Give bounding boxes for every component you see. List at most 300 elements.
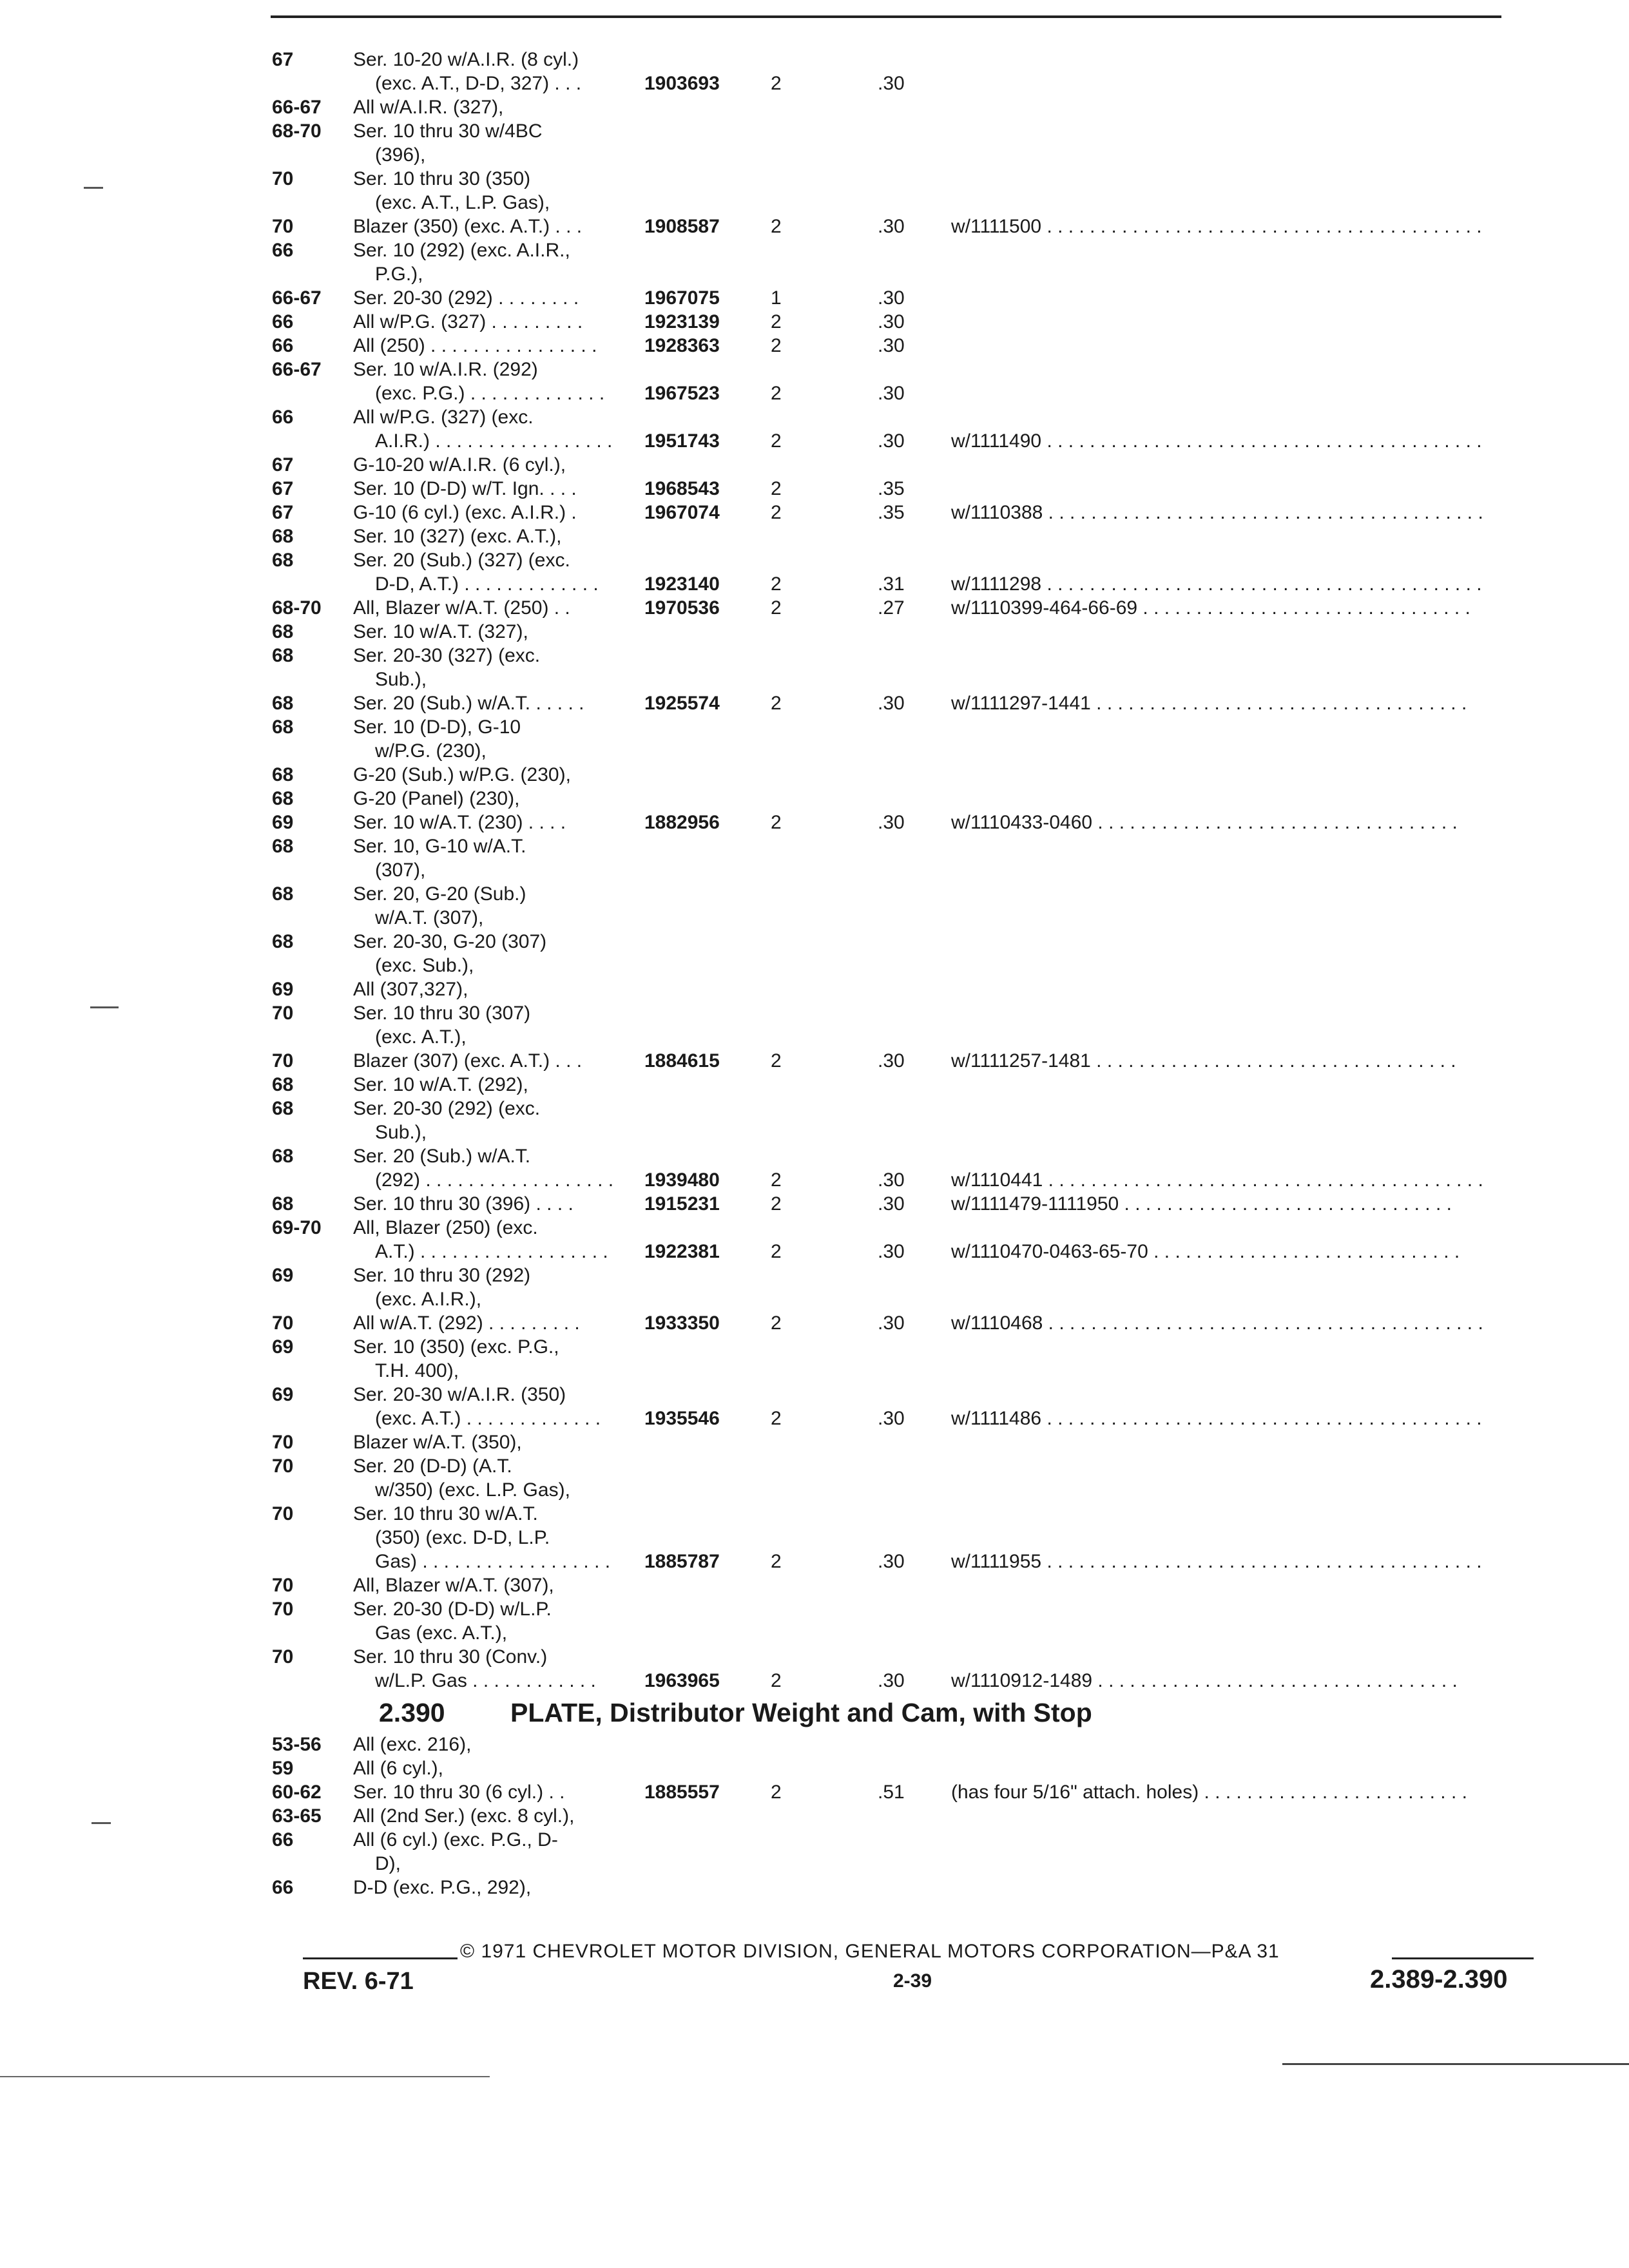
- part-number: 1935546: [644, 1408, 720, 1429]
- table-row: [0, 1359, 1629, 1383]
- quantity: 2: [771, 1169, 782, 1191]
- model-year: 70: [272, 216, 294, 237]
- application-desc: Sub.),: [375, 669, 427, 690]
- labor-time: .30: [878, 216, 905, 237]
- model-year: 70: [272, 1003, 294, 1024]
- table-row: [0, 930, 1629, 954]
- application-desc: (exc. P.G.) . . . . . . . . . . . . .: [375, 383, 605, 404]
- application-desc: All (6 cyl.),: [353, 1758, 444, 1779]
- application-desc: Ser. 20 (Sub.) (327) (exc.: [353, 550, 570, 571]
- application-desc: All (307,327),: [353, 979, 468, 1000]
- labor-time: .30: [878, 335, 905, 356]
- table-row: [0, 1383, 1629, 1407]
- table-row: [0, 262, 1629, 286]
- table-row: [0, 763, 1629, 787]
- model-year: 68: [272, 645, 294, 666]
- model-year: 70: [272, 1646, 294, 1667]
- part-number: 1970536: [644, 597, 720, 619]
- model-year: 68: [272, 1098, 294, 1119]
- table-row: [0, 238, 1629, 262]
- part-number: 1968543: [644, 478, 720, 499]
- application-desc: Ser. 10 w/A.T. (292),: [353, 1074, 528, 1095]
- model-year: 53-56: [272, 1734, 322, 1755]
- table-row: [0, 1311, 1629, 1335]
- application-desc: w/A.T. (307),: [375, 907, 484, 928]
- note-text: w/1111297-1441 . . . . . . . . . . . . . . . . . . . . . . . . . . . . . . . . . . .: [951, 693, 1467, 714]
- part-number: 1915231: [644, 1193, 720, 1215]
- table-row: [0, 1478, 1629, 1502]
- scan-mark: [84, 187, 103, 189]
- application-desc: Ser. 20 (D-D) (A.T.: [353, 1456, 512, 1477]
- model-year: 70: [272, 1456, 294, 1477]
- application-desc: Ser. 20 (Sub.) w/A.T.: [353, 1146, 531, 1167]
- scan-edge-line: [0, 2076, 490, 2077]
- part-number: 1963965: [644, 1670, 720, 1691]
- part-number: 1928363: [644, 335, 720, 356]
- footer-rule-right: [1392, 1957, 1534, 1959]
- quantity: 2: [771, 1312, 782, 1334]
- quantity: 2: [771, 73, 782, 94]
- footer-rule-left: [303, 1957, 458, 1959]
- model-year: 70: [272, 1575, 294, 1596]
- table-row: [0, 715, 1629, 739]
- labor-time: .27: [878, 597, 905, 619]
- table-row: [0, 1597, 1629, 1621]
- application-desc: G-20 (Sub.) w/P.G. (230),: [353, 764, 571, 785]
- table-row: [0, 1733, 1629, 1756]
- application-desc: (exc. A.T., L.P. Gas),: [375, 192, 550, 213]
- application-desc: (292) . . . . . . . . . . . . . . . . . .: [375, 1169, 614, 1191]
- section-range: 2.389-2.390: [1370, 1965, 1508, 1994]
- application-desc: (396),: [375, 144, 426, 166]
- table-row: [0, 1454, 1629, 1478]
- part-number: 1967523: [644, 383, 720, 404]
- model-year: 66-67: [272, 97, 322, 118]
- model-year: 68: [272, 836, 294, 857]
- labor-time: .35: [878, 478, 905, 499]
- application-desc: All, Blazer (250) (exc.: [353, 1217, 538, 1238]
- labor-time: .30: [878, 1312, 905, 1334]
- labor-time: .30: [878, 1551, 905, 1572]
- table-row: [0, 1407, 1629, 1430]
- model-year: 68: [272, 883, 294, 905]
- model-year: 70: [272, 1432, 294, 1453]
- labor-time: .30: [878, 1169, 905, 1191]
- table-row: [0, 1144, 1629, 1168]
- labor-time: .30: [878, 430, 905, 452]
- model-year: 68: [272, 693, 294, 714]
- application-desc: A.I.R.) . . . . . . . . . . . . . . . . .: [375, 430, 613, 452]
- note-text: (has four 5/16" attach. holes) . . . . . . . . . . . . . . . . . . . . . . . . .: [951, 1782, 1467, 1803]
- application-desc: Blazer (350) (exc. A.T.) . . .: [353, 216, 583, 237]
- application-desc: w/P.G. (230),: [375, 740, 487, 762]
- quantity: 2: [771, 812, 782, 833]
- quantity: 2: [771, 311, 782, 332]
- model-year: 67: [272, 502, 294, 523]
- table-row: [0, 1001, 1629, 1025]
- table-row: [0, 1192, 1629, 1216]
- table-row: [0, 811, 1629, 834]
- application-desc: w/L.P. Gas . . . . . . . . . . . .: [375, 1670, 596, 1691]
- table-row: [0, 1073, 1629, 1097]
- table-row: [0, 119, 1629, 143]
- note-text: w/1111955 . . . . . . . . . . . . . . . . . . . . . . . . . . . . . . . . . . . . . . . . .: [951, 1551, 1482, 1572]
- part-number: 1939480: [644, 1169, 720, 1191]
- quantity: 2: [771, 1050, 782, 1072]
- table-row: [0, 167, 1629, 191]
- top-rule: [271, 15, 1501, 18]
- table-row: [0, 1621, 1629, 1645]
- table-row: [0, 739, 1629, 763]
- model-year: 59: [272, 1758, 294, 1779]
- table-row: [0, 1780, 1629, 1804]
- scan-edge-line: [1282, 2063, 1629, 2065]
- model-year: 70: [272, 1503, 294, 1524]
- quantity: 2: [771, 1670, 782, 1691]
- note-text: w/1111298 . . . . . . . . . . . . . . . . . . . . . . . . . . . . . . . . . . . . . . . . .: [951, 573, 1482, 595]
- note-text: w/1110399-464-66-69 . . . . . . . . . . . . . . . . . . . . . . . . . . . . . . .: [951, 597, 1470, 619]
- application-desc: Ser. 10 (327) (exc. A.T.),: [353, 526, 562, 547]
- model-year: 66: [272, 335, 294, 356]
- application-desc: w/350) (exc. L.P. Gas),: [375, 1479, 570, 1501]
- table-row: [0, 572, 1629, 596]
- application-desc: All (exc. 216),: [353, 1734, 472, 1755]
- model-year: 68: [272, 1193, 294, 1215]
- table-row: [0, 691, 1629, 715]
- labor-time: .30: [878, 1241, 905, 1262]
- application-desc: All, Blazer w/A.T. (250) . .: [353, 597, 570, 619]
- quantity: 2: [771, 1241, 782, 1262]
- application-desc: Ser. 10 (D-D), G-10: [353, 716, 521, 738]
- scan-mark: [92, 1822, 111, 1824]
- note-text: w/1110470-0463-65-70 . . . . . . . . . . . . . . . . . . . . . . . . . . . . .: [951, 1241, 1460, 1262]
- table-row: [0, 95, 1629, 119]
- part-number: 1885787: [644, 1551, 720, 1572]
- application-desc: Gas (exc. A.T.),: [375, 1622, 508, 1644]
- model-year: 69: [272, 979, 294, 1000]
- application-desc: Sub.),: [375, 1122, 427, 1143]
- application-desc: Ser. 10 thru 30 w/A.T.: [353, 1503, 538, 1524]
- labor-time: .51: [878, 1782, 905, 1803]
- application-desc: T.H. 400),: [375, 1360, 459, 1381]
- model-year: 70: [272, 1312, 294, 1334]
- table-row: [0, 405, 1629, 429]
- quantity: 2: [771, 216, 782, 237]
- quantity: 2: [771, 1193, 782, 1215]
- quantity: 2: [771, 573, 782, 595]
- model-year: 67: [272, 49, 294, 70]
- part-number: 1951743: [644, 430, 720, 452]
- table-row: [0, 1852, 1629, 1876]
- section-number: 2.390: [379, 1698, 445, 1727]
- table-row: [0, 1240, 1629, 1264]
- application-desc: Ser. 10 w/A.T. (327),: [353, 621, 528, 642]
- model-year: 66: [272, 240, 294, 261]
- note-text: w/1110388 . . . . . . . . . . . . . . . . . . . . . . . . . . . . . . . . . . . . . . . . .: [951, 502, 1483, 523]
- model-year: 60-62: [272, 1782, 322, 1803]
- note-text: w/1111486 . . . . . . . . . . . . . . . . . . . . . . . . . . . . . . . . . . . . . . . . .: [951, 1408, 1482, 1429]
- model-year: 67: [272, 454, 294, 476]
- model-year: 68: [272, 526, 294, 547]
- application-desc: D-D, A.T.) . . . . . . . . . . . . .: [375, 573, 599, 595]
- table-row: [0, 1335, 1629, 1359]
- application-desc: Ser. 10 thru 30 w/4BC: [353, 120, 543, 142]
- application-desc: Ser. 10 (292) (exc. A.I.R.,: [353, 240, 570, 261]
- model-year: 68: [272, 764, 294, 785]
- part-number: 1925574: [644, 693, 720, 714]
- part-number: 1884615: [644, 1050, 720, 1072]
- table-row: [0, 906, 1629, 930]
- table-row: [0, 1287, 1629, 1311]
- application-desc: All w/P.G. (327) . . . . . . . . .: [353, 311, 583, 332]
- application-desc: Ser. 10 thru 30 (Conv.): [353, 1646, 548, 1667]
- labor-time: .30: [878, 73, 905, 94]
- model-year: 68-70: [272, 120, 322, 142]
- table-row: [0, 215, 1629, 238]
- model-year: 66: [272, 1829, 294, 1850]
- model-year: 66: [272, 1877, 294, 1898]
- table-row: [0, 381, 1629, 405]
- note-text: w/1110468 . . . . . . . . . . . . . . . . . . . . . . . . . . . . . . . . . . . . . . . . .: [951, 1312, 1483, 1334]
- quantity: 2: [771, 502, 782, 523]
- part-number: 1967074: [644, 502, 720, 523]
- model-year: 66-67: [272, 359, 322, 380]
- table-row: [0, 48, 1629, 72]
- table-row: [0, 1168, 1629, 1192]
- model-year: 69: [272, 1336, 294, 1358]
- table-row: [0, 1550, 1629, 1573]
- table-row: [0, 882, 1629, 906]
- table-row: [0, 1216, 1629, 1240]
- quantity: 2: [771, 693, 782, 714]
- part-number: 1922381: [644, 1241, 720, 1262]
- application-desc: Ser. 10 thru 30 (292): [353, 1265, 531, 1286]
- table-row: [0, 668, 1629, 691]
- page-number: 2-39: [893, 1970, 932, 1992]
- labor-time: .30: [878, 1408, 905, 1429]
- note-text: w/1111257-1481 . . . . . . . . . . . . . . . . . . . . . . . . . . . . . . . . . .: [951, 1050, 1456, 1072]
- part-number: 1923139: [644, 311, 720, 332]
- application-desc: G-10 (6 cyl.) (exc. A.I.R.) .: [353, 502, 577, 523]
- application-desc: Blazer w/A.T. (350),: [353, 1432, 522, 1453]
- application-desc: Ser. 10 thru 30 (6 cyl.) . .: [353, 1782, 565, 1803]
- quantity: 1: [771, 287, 782, 309]
- table-row: [0, 1876, 1629, 1899]
- application-desc: Ser. 20, G-20 (Sub.): [353, 883, 526, 905]
- table-row: [0, 954, 1629, 977]
- application-desc: Ser. 10 (D-D) w/T. Ign. . . .: [353, 478, 577, 499]
- application-desc: Ser. 10 thru 30 (350): [353, 168, 531, 189]
- part-number: 1908587: [644, 216, 720, 237]
- application-desc: Ser. 20-30, G-20 (307): [353, 931, 547, 952]
- table-row: [0, 834, 1629, 858]
- labor-time: .30: [878, 1670, 905, 1691]
- application-desc: Ser. 10 thru 30 (307): [353, 1003, 531, 1024]
- model-year: 70: [272, 1050, 294, 1072]
- application-desc: All w/A.I.R. (327),: [353, 97, 504, 118]
- note-text: w/1110433-0460 . . . . . . . . . . . . . . . . . . . . . . . . . . . . . . . . . .: [951, 812, 1458, 833]
- model-year: 66-67: [272, 287, 322, 309]
- application-desc: D),: [375, 1853, 401, 1874]
- part-number: 1933350: [644, 1312, 720, 1334]
- quantity: 2: [771, 1408, 782, 1429]
- quantity: 2: [771, 430, 782, 452]
- application-desc: All (6 cyl.) (exc. P.G., D-: [353, 1829, 558, 1850]
- table-row: [0, 1669, 1629, 1693]
- table-row: [0, 1025, 1629, 1049]
- application-desc: (exc. A.T.),: [375, 1026, 467, 1048]
- table-row: [0, 191, 1629, 215]
- table-row: [0, 1430, 1629, 1454]
- labor-time: .30: [878, 693, 905, 714]
- table-row: [0, 644, 1629, 668]
- application-desc: (exc. A.T.) . . . . . . . . . . . . .: [375, 1408, 601, 1429]
- labor-time: .30: [878, 1050, 905, 1072]
- quantity: 2: [771, 383, 782, 404]
- labor-time: .35: [878, 502, 905, 523]
- labor-time: .31: [878, 573, 905, 595]
- part-number: 1967075: [644, 287, 720, 309]
- application-desc: Ser. 10, G-10 w/A.T.: [353, 836, 526, 857]
- table-row: [0, 310, 1629, 334]
- application-desc: Ser. 10 w/A.I.R. (292): [353, 359, 538, 380]
- model-year: 70: [272, 168, 294, 189]
- table-row: [0, 72, 1629, 95]
- application-desc: (exc. Sub.),: [375, 955, 474, 976]
- application-desc: All (250) . . . . . . . . . . . . . . . .: [353, 335, 597, 356]
- quantity: 2: [771, 335, 782, 356]
- quantity: 2: [771, 1782, 782, 1803]
- note-text: w/1110912-1489 . . . . . . . . . . . . . . . . . . . . . . . . . . . . . . . . . .: [951, 1670, 1458, 1691]
- model-year: 67: [272, 478, 294, 499]
- model-year: 69-70: [272, 1217, 322, 1238]
- labor-time: .30: [878, 383, 905, 404]
- table-row: [0, 453, 1629, 477]
- application-desc: All w/P.G. (327) (exc.: [353, 407, 534, 428]
- table-row: [0, 548, 1629, 572]
- application-desc: (exc. A.T., D-D, 327) . . .: [375, 73, 582, 94]
- model-year: 68: [272, 716, 294, 738]
- model-year: 66: [272, 407, 294, 428]
- table-row: [0, 1526, 1629, 1550]
- table-row: [0, 501, 1629, 524]
- model-year: 68: [272, 1074, 294, 1095]
- model-year: 68: [272, 621, 294, 642]
- quantity: 2: [771, 597, 782, 619]
- application-desc: D-D (exc. P.G., 292),: [353, 1877, 532, 1898]
- application-desc: Ser. 20-30 w/A.I.R. (350): [353, 1384, 566, 1405]
- model-year: 66: [272, 311, 294, 332]
- model-year: 68: [272, 931, 294, 952]
- quantity: 2: [771, 1551, 782, 1572]
- part-number: 1923140: [644, 573, 720, 595]
- note-text: w/1110441 . . . . . . . . . . . . . . . . . . . . . . . . . . . . . . . . . . . . . . . . .: [951, 1169, 1483, 1191]
- model-year: 69: [272, 812, 294, 833]
- application-desc: Ser. 20 (Sub.) w/A.T. . . . . .: [353, 693, 584, 714]
- note-text: w/1111479-1111950 . . . . . . . . . . . . . . . . . . . . . . . . . . . . . . .: [951, 1193, 1452, 1215]
- application-desc: Ser. 10 w/A.T. (230) . . . .: [353, 812, 566, 833]
- table-row: [0, 977, 1629, 1001]
- model-year: 69: [272, 1384, 294, 1405]
- labor-time: .30: [878, 1193, 905, 1215]
- model-year: 63-65: [272, 1805, 322, 1827]
- table-row: [0, 1573, 1629, 1597]
- table-row: [0, 1502, 1629, 1526]
- note-text: w/1111500 . . . . . . . . . . . . . . . . . . . . . . . . . . . . . . . . . . . . . . . . .: [951, 216, 1482, 237]
- table-row: [0, 143, 1629, 167]
- note-text: w/1111490 . . . . . . . . . . . . . . . . . . . . . . . . . . . . . . . . . . . . . . . . .: [951, 430, 1482, 452]
- model-year: 69: [272, 1265, 294, 1286]
- copyright-text: © 1971 CHEVROLET MOTOR DIVISION, GENERAL MOTORS CORPORATION—P&A 31: [460, 1941, 1280, 1962]
- application-desc: Ser. 20-30 (327) (exc.: [353, 645, 541, 666]
- page-footer: [0, 1937, 1629, 2014]
- application-desc: Ser. 10 (350) (exc. P.G.,: [353, 1336, 559, 1358]
- part-number: 1882956: [644, 812, 720, 833]
- section-title: PLATE, Distributor Weight and Cam, with Stop: [510, 1698, 1092, 1727]
- table-row: [0, 1049, 1629, 1073]
- application-desc: All (2nd Ser.) (exc. 8 cyl.),: [353, 1805, 575, 1827]
- table-row: [0, 620, 1629, 644]
- table-row: [0, 1828, 1629, 1852]
- table-row: [0, 477, 1629, 501]
- table-row: [0, 286, 1629, 310]
- section-heading: [0, 1693, 1629, 1733]
- model-year: 68: [272, 550, 294, 571]
- table-row: [0, 1804, 1629, 1828]
- scan-mark: [90, 1006, 119, 1008]
- table-row: [0, 787, 1629, 811]
- application-desc: G-10-20 w/A.I.R. (6 cyl.),: [353, 454, 566, 476]
- table-row: [0, 524, 1629, 548]
- application-desc: (exc. A.I.R.),: [375, 1289, 482, 1310]
- table-row: [0, 358, 1629, 381]
- application-desc: Ser. 20-30 (292) (exc.: [353, 1098, 541, 1119]
- parts-list: [0, 48, 1629, 1899]
- application-desc: All w/A.T. (292) . . . . . . . . .: [353, 1312, 580, 1334]
- table-row: [0, 858, 1629, 882]
- model-year: 68: [272, 1146, 294, 1167]
- application-desc: P.G.),: [375, 264, 423, 285]
- revision-label: REV. 6-71: [303, 1968, 414, 1995]
- labor-time: .30: [878, 812, 905, 833]
- application-desc: G-20 (Panel) (230),: [353, 788, 520, 809]
- table-row: [0, 1645, 1629, 1669]
- application-desc: Ser. 20-30 (292) . . . . . . . .: [353, 287, 579, 309]
- model-year: 68-70: [272, 597, 322, 619]
- application-desc: Blazer (307) (exc. A.T.) . . .: [353, 1050, 583, 1072]
- quantity: 2: [771, 478, 782, 499]
- table-row: [0, 1097, 1629, 1120]
- application-desc: Ser. 20-30 (D-D) w/L.P.: [353, 1599, 552, 1620]
- application-desc: (350) (exc. D-D, L.P.: [375, 1527, 550, 1548]
- application-desc: (307),: [375, 860, 426, 881]
- part-number: 1903693: [644, 73, 720, 94]
- application-desc: Ser. 10-20 w/A.I.R. (8 cyl.): [353, 49, 579, 70]
- application-desc: A.T.) . . . . . . . . . . . . . . . . . .: [375, 1241, 608, 1262]
- table-row: [0, 334, 1629, 358]
- model-year: 70: [272, 1599, 294, 1620]
- model-year: 68: [272, 788, 294, 809]
- table-row: [0, 1120, 1629, 1144]
- labor-time: .30: [878, 311, 905, 332]
- application-desc: All, Blazer w/A.T. (307),: [353, 1575, 554, 1596]
- table-row: [0, 1264, 1629, 1287]
- table-row: [0, 429, 1629, 453]
- part-number: 1885557: [644, 1782, 720, 1803]
- table-row: [0, 1756, 1629, 1780]
- labor-time: .30: [878, 287, 905, 309]
- application-desc: Ser. 10 thru 30 (396) . . . .: [353, 1193, 574, 1215]
